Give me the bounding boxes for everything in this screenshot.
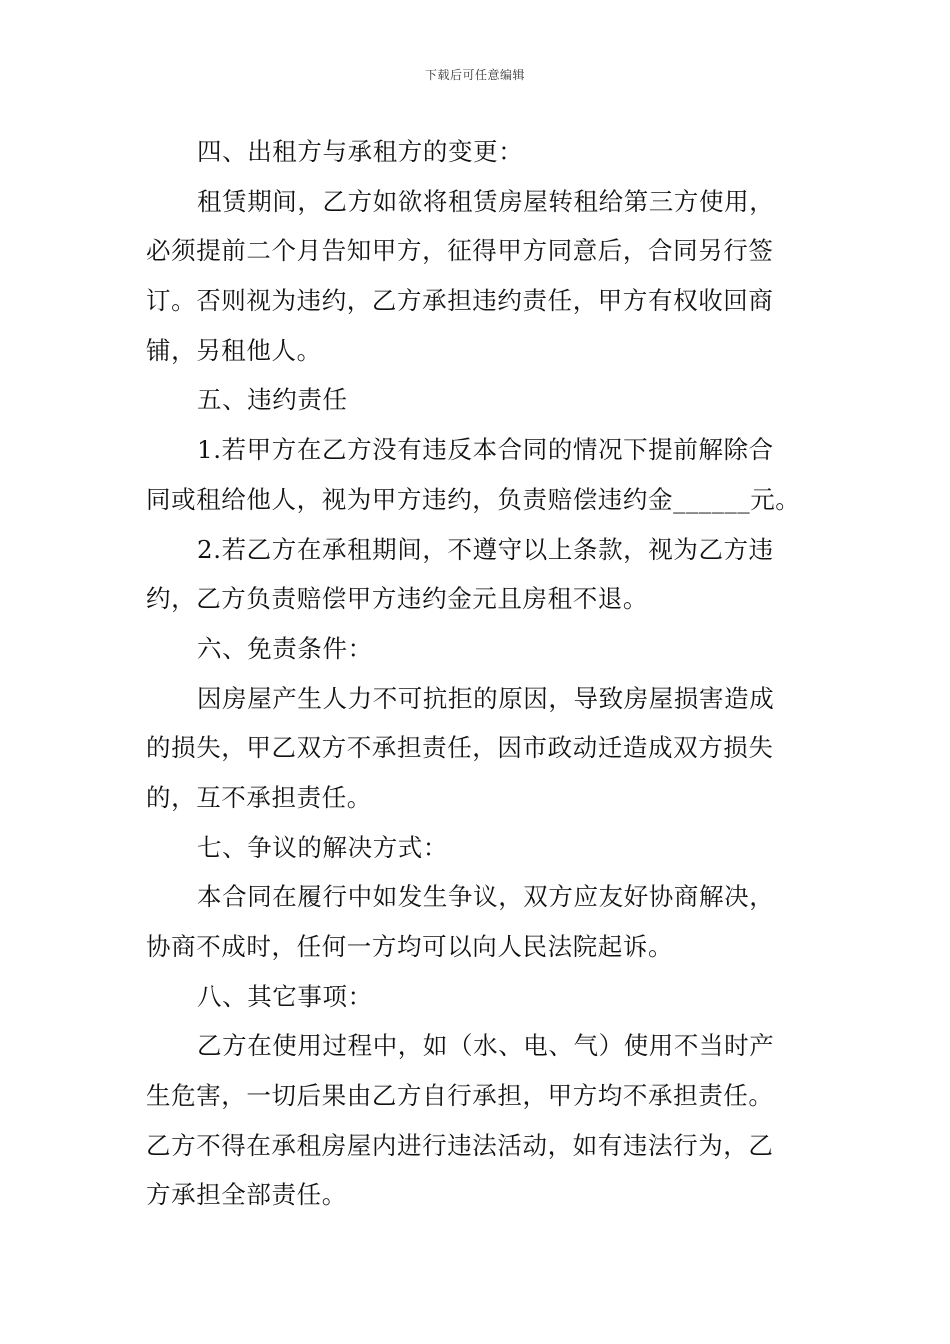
page-header: 下载后可任意编辑 [424,68,525,82]
paragraph-line: 本合同在履行中如发生争议，双方应友好协商解决， [197,882,775,912]
paragraph-line: 的，互不承担责任。 [146,782,372,812]
section-heading-5: 五、违约责任 [197,385,348,415]
document-body [146,127,806,1220]
paragraph-line: 协商不成时，任何一方均可以向人民法院起诉。 [146,932,674,961]
clause-1-line: 1.若甲方在乙方没有违反本合同的情况下提前解除合 [197,435,774,465]
section-heading-4: 四、出租方与承租方的变更： [197,137,524,166]
clause-2-line: 约，乙方负责赔偿甲方违约金元且房租不退。 [146,584,648,614]
section-heading-7: 七、争议的解决方式： [197,832,448,862]
clause-1-line: 同或租给他人，视为甲方违约，负责赔偿违约金______元。 [146,484,801,514]
section-heading-8: 八、其它事项： [197,981,373,1011]
paragraph-line: 的损失，甲乙双方不承担责任，因市政动迁造成双方损失 [146,733,774,763]
paragraph-line: 铺，另租他人。 [146,335,322,365]
paragraph-line: 乙方在使用过程中，如（水、电、气）使用不当时产 [197,1031,775,1061]
paragraph-line: 租赁期间，乙方如欲将租赁房屋转租给第三方使用， [197,186,775,216]
paragraph-line: 必须提前二个月告知甲方，征得甲方同意后，合同另行签 [146,236,774,266]
paragraph-line: 订。否则视为违约，乙方承担违约责任，甲方有权收回商 [146,286,774,316]
section-heading-6: 六、免责条件： [197,633,373,663]
paragraph-line: 乙方不得在承租房屋内进行违法活动，如有违法行为，乙 [146,1130,774,1160]
clause-2-line: 2.若乙方在承租期间，不遵守以上条款，视为乙方违 [197,534,774,564]
paragraph-line: 生危害，一切后果由乙方自行承担，甲方均不承担责任。 [146,1081,774,1111]
paragraph-line: 方承担全部责任。 [146,1180,347,1210]
paragraph-line: 因房屋产生人力不可抗拒的原因，导致房屋损害造成 [197,683,775,713]
